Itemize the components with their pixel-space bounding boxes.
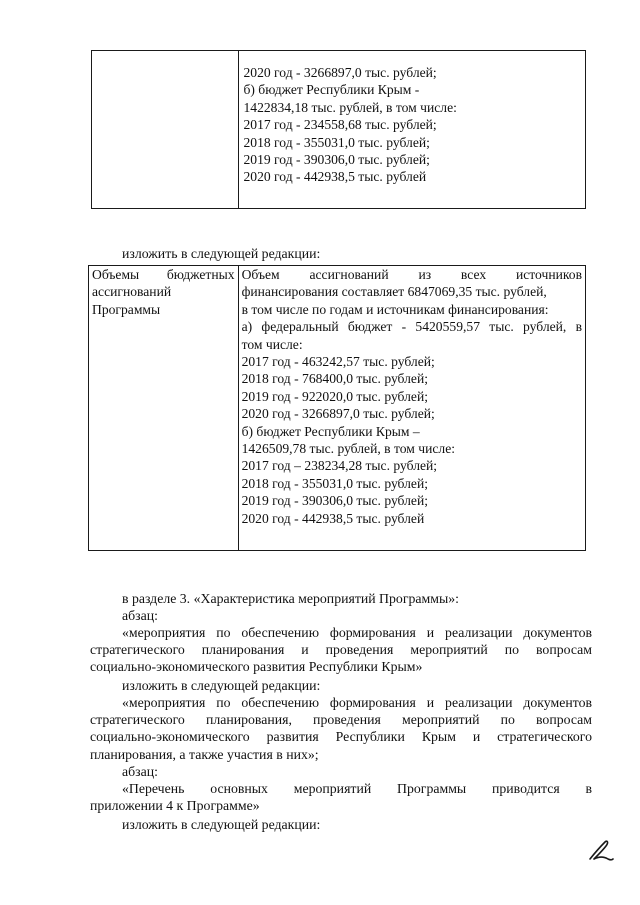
table-line: 2020 год - 3266897,0 тыс. рублей; (243, 65, 437, 80)
table-right-cell (239, 51, 586, 209)
budget-table-new (88, 265, 586, 551)
section-line: в разделе 3. «Характеристика мероприятий Программы»: (122, 591, 459, 606)
quote-original (90, 624, 592, 676)
abzac-label: абзац: (122, 608, 158, 623)
table-line: 2018 год - 768400,0 тыс. рублей; (241, 371, 429, 387)
table-line: 2017 год - 463242,57 тыс. рублей; (241, 354, 435, 370)
table-heading-line: ассигнований (92, 284, 172, 300)
table-line: 2020 год - 442938,5 тыс. рублей (241, 510, 425, 526)
table-line: 2017 год – 238234,28 тыс. рублей; (241, 458, 438, 474)
signature-icon (586, 838, 614, 864)
abzac-label: абзац: (122, 764, 158, 779)
table-line: Объем ассигнований из всех источников (241, 267, 582, 282)
quote-list-original (90, 780, 592, 814)
replace-instruction: изложить в следующей редакции: (122, 817, 321, 832)
budget-table-continued (91, 50, 586, 209)
table-line: 2018 год - 355031,0 тыс. рублей; (243, 134, 430, 150)
quote-line: «Перечень основных мероприятий Программы приводится в (122, 781, 592, 796)
replace-instruction: изложить в следующей редакции: (122, 678, 321, 693)
table-line: а) федеральный бюджет - 5420559,57 тыс. рублей, в (241, 319, 582, 335)
table-left-cell (89, 266, 239, 551)
table-line: 2020 год - 442938,5 тыс. рублей (243, 169, 427, 185)
table-line: 2017 год - 234558,68 тыс. рублей; (243, 117, 437, 133)
table-line: б) бюджет Республики Крым - (243, 82, 420, 98)
table-line: 2019 год - 922020,0 тыс. рублей; (241, 388, 429, 404)
table-heading-line: Объемы бюджетных (92, 267, 235, 282)
table-heading-line: Программы (92, 301, 161, 317)
table-line: 2020 год - 3266897,0 тыс. рублей; (241, 406, 435, 422)
intro-text: изложить в следующей редакции: (122, 246, 321, 261)
quote-line: «мероприятия по обеспечению формирования и реализации документов (122, 695, 592, 710)
quote-line: стратегического планирования, проведения мероприятий по вопросам (90, 712, 592, 728)
quote-line: социально-экономического развития Республики Крым» (90, 659, 423, 675)
table-line: 2019 год - 390306,0 тыс. рублей; (241, 493, 429, 509)
table-line: в том числе по годам и источникам финансирования: (241, 301, 549, 317)
table-line: 1426509,78 тыс. рублей, в том числе: (241, 441, 456, 457)
quote-new (90, 694, 592, 763)
table-line: 1422834,18 тыс. рублей, в том числе: (243, 99, 457, 115)
table-line: б) бюджет Республики Крым – (241, 423, 420, 439)
table-left-cell-empty (92, 51, 239, 209)
quote-line: планирования, а также участия в них»; (90, 746, 319, 762)
quote-line: стратегического планирования и проведения мероприятий по вопросам (90, 642, 592, 658)
table-right-cell (238, 266, 585, 551)
quote-line: «мероприятия по обеспечению формирования и реализации документов (122, 625, 592, 640)
quote-line: социально-экономического развития Республики Крым и стратегического (90, 729, 592, 745)
table-line: 2019 год - 390306,0 тыс. рублей; (243, 152, 430, 168)
table-line: финансирования составляет 6847069,35 тыс. рублей, (241, 284, 547, 300)
table-line: 2018 год - 355031,0 тыс. рублей; (241, 475, 429, 491)
quote-line: приложении 4 к Программе» (90, 798, 260, 814)
table-line: том числе: (241, 336, 303, 352)
